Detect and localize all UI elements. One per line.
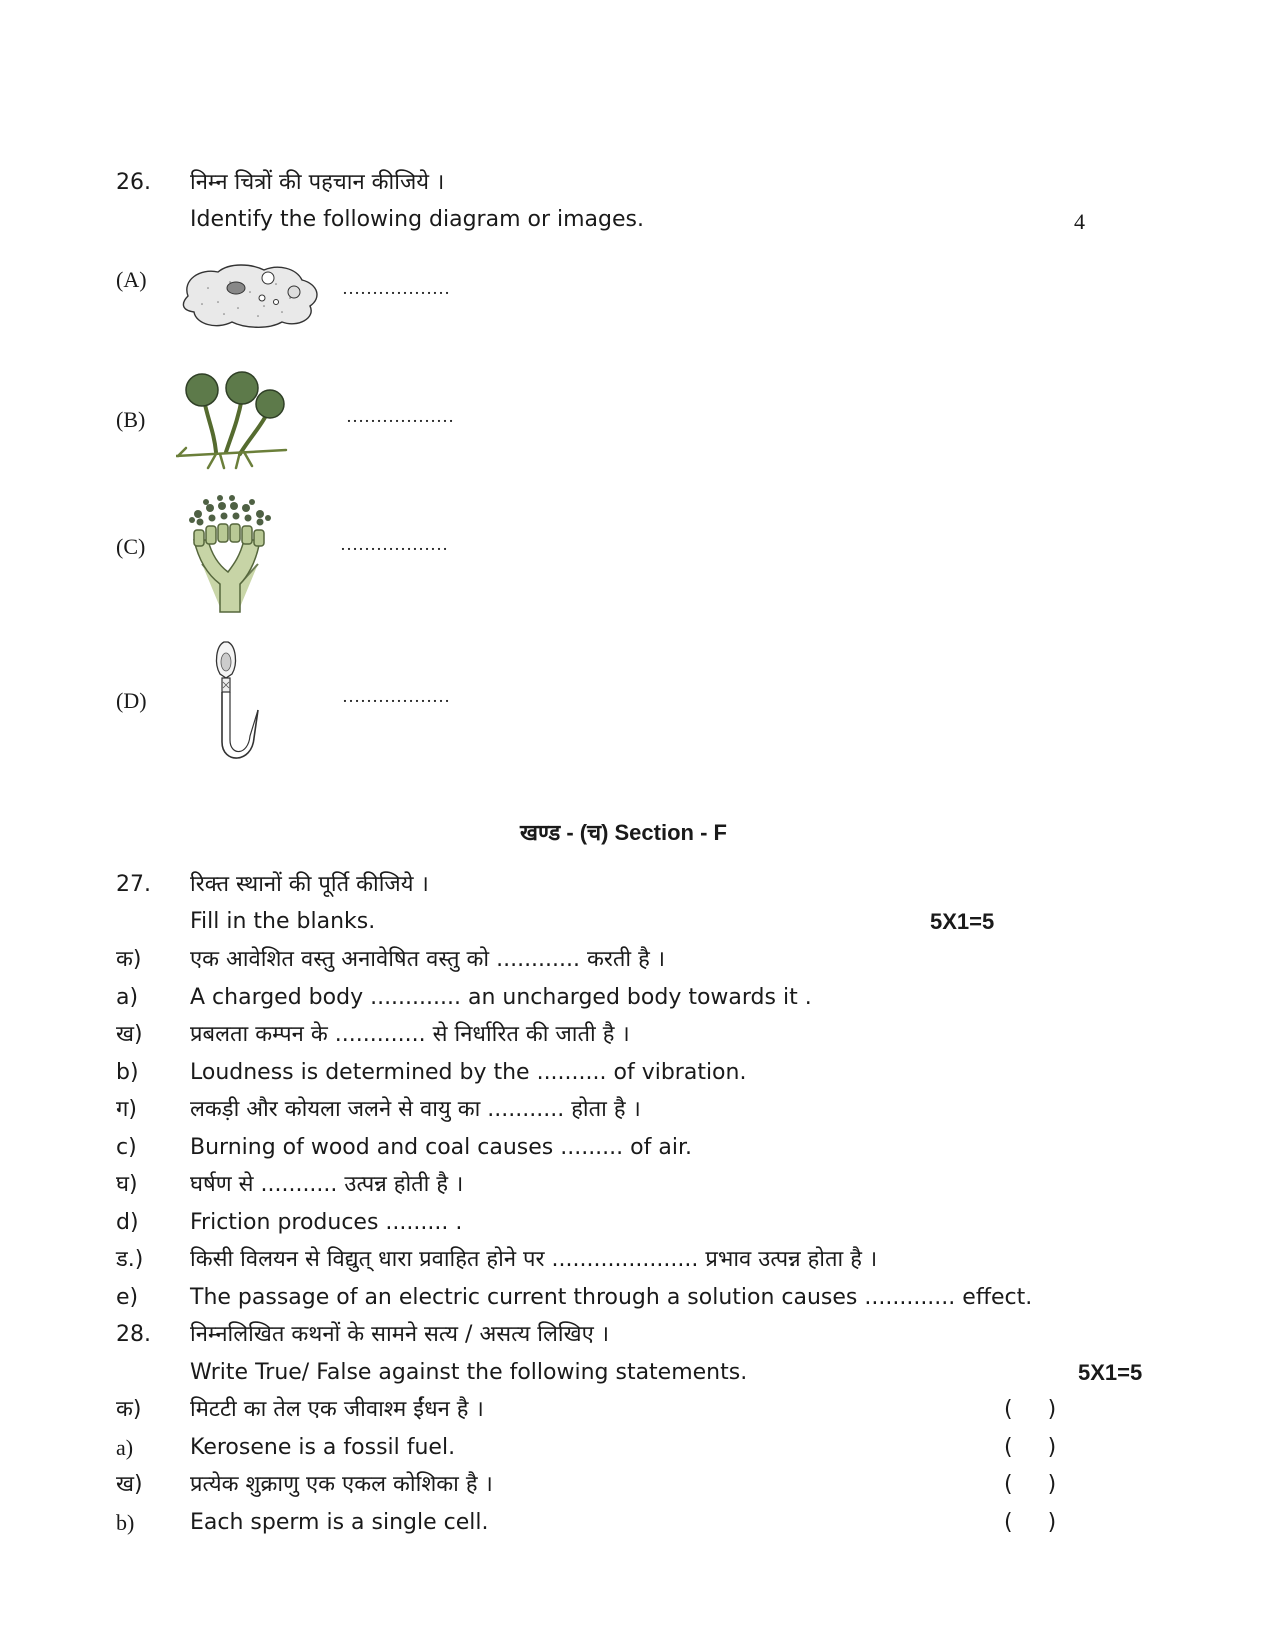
true-false-statement: Each sperm is a single cell. <box>190 1510 489 1535</box>
question-text-hindi: निम्नलिखित कथनों के सामने सत्य / असत्य लिखिए । <box>190 1322 610 1347</box>
item-label: क) <box>116 1397 142 1422</box>
blank-statement: Burning of wood and coal causes ......... of air. <box>190 1135 692 1160</box>
blank-statement: लकड़ी और कोयला जलने से वायु का ........... होता है । <box>190 1097 641 1122</box>
question-text-english: Identify the following diagram or images. <box>190 207 644 232</box>
true-false-statement: Kerosene is a fossil fuel. <box>190 1435 456 1460</box>
item-label: घ) <box>116 1172 138 1197</box>
item-label: c) <box>116 1135 137 1160</box>
amoeba-icon <box>178 258 326 332</box>
blank-statement: The passage of an electric current through a solution causes ............. effect. <box>190 1285 1033 1310</box>
question-text-hindi: रिक्त स्थानों की पूर्ति कीजिये । <box>190 872 429 897</box>
answer-box[interactable]: ( ) <box>1004 1510 1071 1535</box>
item-label: b) <box>116 1510 135 1535</box>
sperm-cell-icon <box>208 638 278 768</box>
item-label: (C) <box>116 534 146 559</box>
blank-statement: A charged body ............. an uncharged body towards it . <box>190 985 812 1010</box>
question-marks: 5X1=5 <box>1078 1360 1143 1385</box>
rhizopus-icon <box>176 370 294 470</box>
answer-blank[interactable]: ……………… <box>346 406 454 426</box>
item-label: (D) <box>116 688 147 713</box>
blank-statement: प्रबलता कम्पन के ............. से निर्धारित की जाती है । <box>190 1022 630 1047</box>
answer-blank[interactable]: ……………… <box>342 686 450 706</box>
question-marks: 5X1=5 <box>930 909 995 934</box>
question-text-hindi: निम्न चित्रों की पहचान कीजिये । <box>190 170 445 195</box>
blank-statement: घर्षण से ........... उत्पन्न होती है । <box>190 1172 464 1197</box>
item-label: (A) <box>116 267 147 292</box>
blank-statement: किसी विलयन से विद्युत् धारा प्रवाहित होने पर ..................... प्रभाव उत्पन्न होता है । <box>190 1247 878 1272</box>
item-label: ख) <box>116 1472 143 1497</box>
item-label: d) <box>116 1210 139 1235</box>
question-marks: 4 <box>1074 209 1085 234</box>
penicillium-icon <box>182 494 278 614</box>
answer-box[interactable]: ( ) <box>1004 1397 1071 1422</box>
question-number: 28. <box>116 1322 151 1347</box>
section-heading: खण्ड - (च) Section - F <box>520 820 727 845</box>
answer-box[interactable]: ( ) <box>1004 1435 1071 1460</box>
blank-statement: Loudness is determined by the .......... of vibration. <box>190 1060 747 1085</box>
item-label: a) <box>116 985 139 1010</box>
item-label: a) <box>116 1435 134 1460</box>
true-false-statement: मिटटी का तेल एक जीवाश्म ईंधन है । <box>190 1397 484 1422</box>
blank-statement: Friction produces ......... . <box>190 1210 463 1235</box>
true-false-statement: प्रत्येक शुक्राणु एक एकल कोशिका है । <box>190 1472 493 1497</box>
item-label: ख) <box>116 1022 143 1047</box>
item-label: क) <box>116 947 142 972</box>
item-label: b) <box>116 1060 139 1085</box>
answer-box[interactable]: ( ) <box>1004 1472 1071 1497</box>
answer-blank[interactable]: ……………… <box>340 534 448 554</box>
question-text-english: Write True/ False against the following statements. <box>190 1360 748 1385</box>
question-text-english: Fill in the blanks. <box>190 909 376 934</box>
item-label: ग) <box>116 1097 137 1122</box>
question-number: 27. <box>116 872 151 897</box>
question-number: 26. <box>116 170 151 195</box>
blank-statement: एक आवेशित वस्तु अनावेषित वस्तु को ............ करती है । <box>190 947 666 972</box>
item-label: (B) <box>116 407 146 432</box>
answer-blank[interactable]: ……………… <box>342 278 450 298</box>
item-label: ड.) <box>116 1247 144 1272</box>
item-label: e) <box>116 1285 139 1310</box>
